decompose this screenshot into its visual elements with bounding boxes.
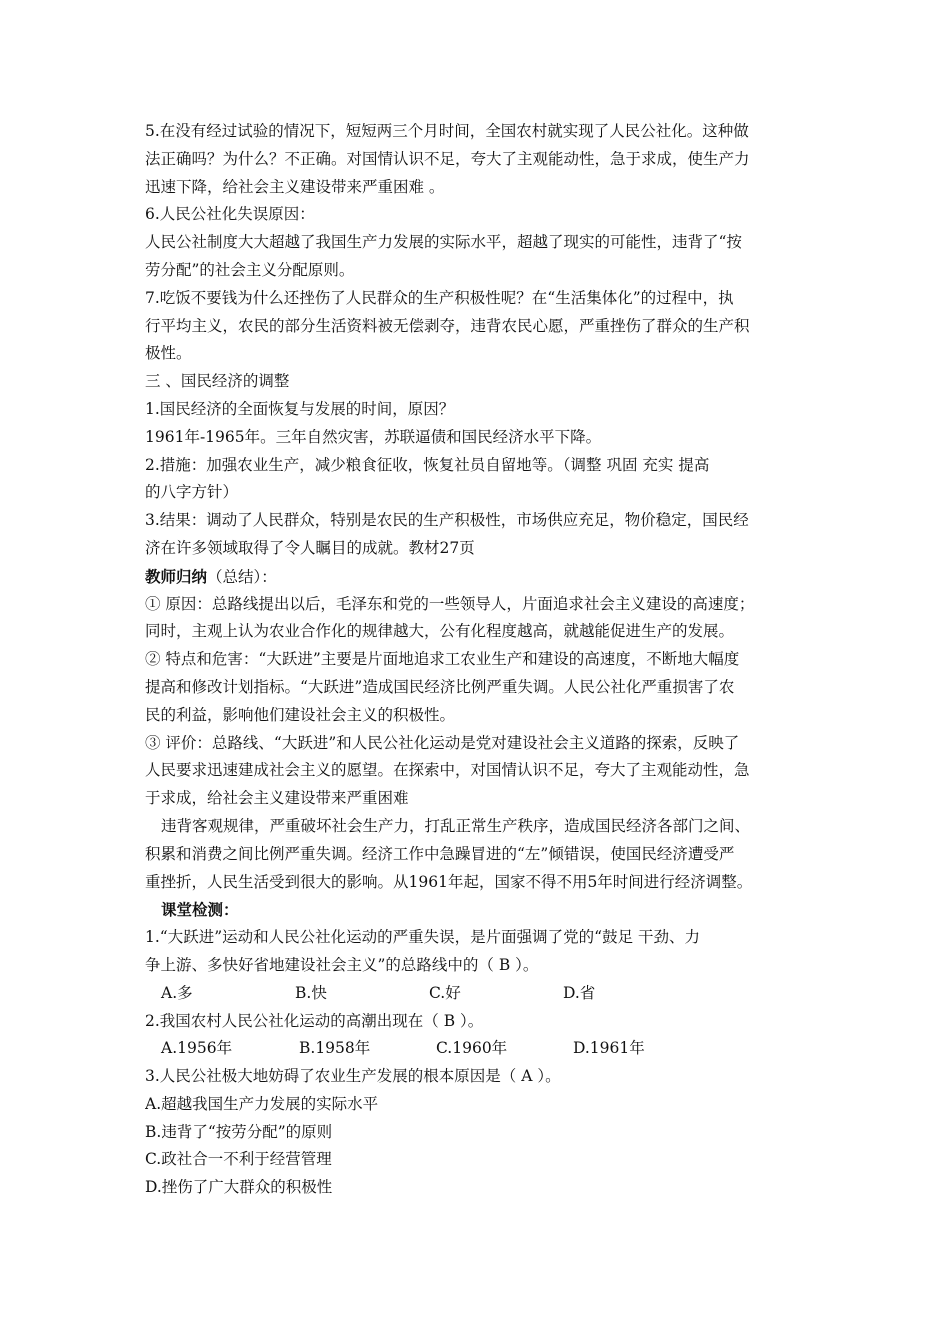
summary-line: 于求成，给社会主义建设带来严重困难: [145, 789, 409, 808]
option: B.快: [295, 983, 327, 1002]
text-line: 的八字方针）: [145, 483, 239, 502]
text-line: 济在许多领域取得了令人瞩目的成就。教材27页: [145, 538, 475, 557]
text-line: 6.人民公社化失误原因：: [145, 205, 315, 224]
option: A.超越我国生产力发展的实际水平: [145, 1094, 379, 1113]
option: A.1956年: [161, 1039, 233, 1058]
paragraph-line: 重挫折，人民生活受到很大的影响。从1961年起，国家不得不用5年时间进行经济调整。: [145, 872, 753, 891]
question-options: [145, 980, 810, 1008]
option: D.挫伤了广大群众的积极性: [145, 1178, 333, 1197]
text-line: 2.措施：加强农业生产，减少粮食征收，恢复社员自留地等。（调整 巩固 充实 提高: [145, 455, 710, 474]
summary-line: ② 特点和危害：“大跃进”主要是片面地追求工农业生产和建设的高速度，不断地大幅度: [145, 650, 740, 669]
summary-line: ① 原因：总路线提出以后，毛泽东和党的一些领导人，片面追求社会主义建设的高速度；: [145, 594, 755, 613]
question-stem: 争上游、多快好省地建设社会主义”的总路线中的（ B ）。: [145, 955, 539, 974]
paragraph-line: 积累和消费之间比例严重失调。经济工作中急躁冒进的“左”倾错误，使国民经济遭受严: [145, 844, 735, 863]
option: D.省: [563, 983, 596, 1002]
summary-line: 同时，主观上认为农业合作化的规律越大，公有化程度越高，就越能促进生产的发展。: [145, 622, 735, 641]
text-line: 7.吃饭不要钱为什么还挫伤了人民群众的生产积极性呢？在“生活集体化”的过程中，执: [145, 288, 734, 307]
question-stem: 2.我国农村人民公社化运动的高潮出现在（ B ）。: [145, 1011, 484, 1030]
text-line: 人民公社制度大大超越了我国生产力发展的实际水平，超越了现实的可能性，违背了“按: [145, 233, 742, 252]
text-line: 1.国民经济的全面恢复与发展的时间，原因？: [145, 399, 455, 418]
summary-line: 人民要求迅速建成社会主义的愿望。在探索中，对国情认识不足，夸大了主观能动性，急: [145, 761, 750, 780]
section-heading: 三 、国民经济的调整: [145, 372, 290, 391]
question-stem: 3.人民公社极大地妨碍了农业生产发展的根本原因是（ A ）。: [145, 1067, 561, 1086]
summary-line: 民的利益，影响他们建设社会主义的积极性。: [145, 705, 456, 724]
option: D.1961年: [573, 1039, 645, 1058]
text-line: 3.结果：调动了人民群众，特别是农民的生产积极性，市场供应充足，物价稳定，国民经: [145, 511, 749, 530]
text-line: 行平均主义，农民的部分生活资料被无偿剥夺，违背农民心愿，严重挫伤了群众的生产积: [145, 316, 750, 335]
summary-line: ③ 评价：总路线、“大跃进”和人民公社化运动是党对建设社会主义道路的探索，反映了: [145, 733, 740, 752]
text-line: 迅速下降，给社会主义建设带来严重困难 。: [145, 177, 445, 196]
text-line: 法正确吗？为什么？不正确。对国情认识不足，夸大了主观能动性，急于求成，使生产力: [145, 149, 750, 168]
text-line: 劳分配”的社会主义分配原则。: [145, 260, 355, 279]
quiz-heading: 课堂检测：: [161, 900, 239, 920]
question-stem: 1.“大跃进”运动和人民公社化运动的严重失误，是片面强调了党的“鼓足 干劲、力: [145, 928, 700, 947]
summary-heading-suffix: （总结）：: [207, 567, 277, 586]
question-options: [145, 1035, 810, 1063]
option: B.1958年: [299, 1039, 371, 1058]
text-line: 极性。: [145, 344, 192, 363]
paragraph-line: 违背客观规律，严重破坏社会生产力，打乱正常生产秩序，造成国民经济各部门之间、: [161, 816, 751, 835]
summary-heading-label: 教师归纳: [145, 566, 208, 586]
text-line: 1961年-1965年。三年自然灾害，苏联逼债和国民经济水平下降。: [145, 427, 602, 446]
option: B.违背了“按劳分配”的原则: [145, 1122, 333, 1141]
option: C.政社合一不利于经营管理: [145, 1150, 332, 1169]
summary-line: 提高和修改计划指标。“大跃进”造成国民经济比例严重失调。人民公社化严重损害了农: [145, 677, 735, 696]
text-line: 5.在没有经过试验的情况下，短短两三个月时间，全国农村就实现了人民公社化。这种做: [145, 122, 749, 140]
document-body: [145, 118, 810, 1202]
summary-heading: [145, 563, 810, 591]
option: A.多: [161, 983, 193, 1002]
option: C.1960年: [436, 1039, 508, 1058]
option: C.好: [429, 983, 461, 1002]
